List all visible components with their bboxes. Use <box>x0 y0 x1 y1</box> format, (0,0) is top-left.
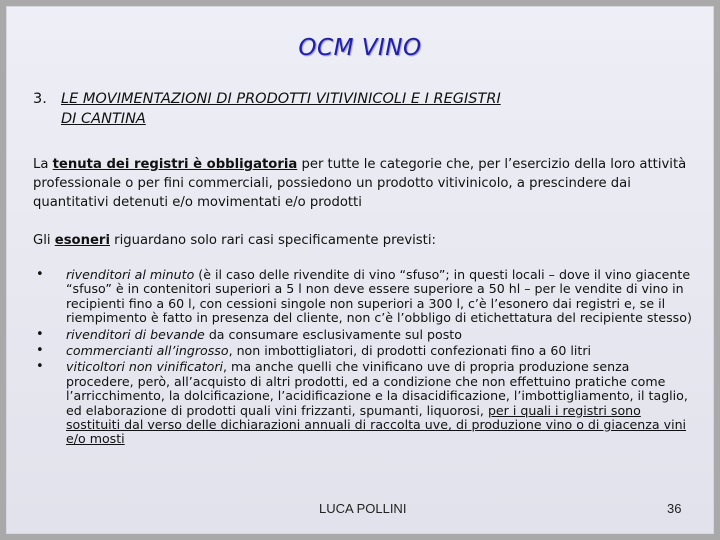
paragraph-registri <box>33 155 697 212</box>
list-item <box>33 344 697 358</box>
paragraph2-before: Gli <box>33 233 55 248</box>
bullet-icon: • <box>36 359 44 375</box>
page-number: 36 <box>667 501 682 516</box>
list-item-text: , non imbottigliatori, di prodotti confezionati fino a 60 litri <box>228 343 592 359</box>
list-item-lead: rivenditori al minuto <box>66 267 195 282</box>
slide <box>6 6 714 534</box>
list-item-text: (è il caso delle rivendite di vino “sfuso”; in questi locali – dove il vino giacente “sfuso” è in contenitori superiori a 5 l non deve essere superiore a 50 hl – per le vendite di vino in recipienti fino a 60 l, con cessioni singole non superiori a 300 l, c’è l’esonero dai registri e, se il riempimento è fatto in presenza del cliente, non c’è l’obbligo di etichettatura del recipiente stesso) <box>66 267 692 326</box>
paragraph2-bold: esoneri <box>54 233 110 248</box>
list-item-lead: commercianti all’ingrosso <box>66 343 229 359</box>
list-item <box>33 360 697 446</box>
footer-author: LUCA POLLINI <box>319 501 407 516</box>
section-title-line2: DI CANTINA <box>61 111 146 127</box>
paragraph2-after: riguardano solo rari casi specificamente previsti: <box>109 233 436 248</box>
list-item <box>33 268 697 326</box>
list-item-lead: rivenditori di bevande <box>66 326 205 342</box>
list-item-text: , ma anche quelli che vinificano uve di propria produzione senza procedere, però, all’acquisto di altri prodotti, ed a condizione che non effettuino pratiche come l’arricchimento, la dolcificazione, l’acidificazione e la disacidificazione, l’imbottigliamento, il taglio, ed elaborazione di prodotti quali vini frizzanti, spumanti, liquorosi, <box>66 359 688 418</box>
section-number: 3. <box>33 91 47 107</box>
section-title-line1: LE MOVIMENTAZIONI DI PRODOTTI VITIVINICOLI E I REGISTRI <box>61 91 501 107</box>
list-item-text: da consumare esclusivamente sul posto <box>204 326 462 342</box>
paragraph-esoneri <box>33 231 697 250</box>
paragraph1-bold: tenuta dei registri è obbligatoria <box>52 157 298 172</box>
paragraph1-after: per tutte le categorie che, per l’esercizio della loro attività professionale o per fini commerciali, possiedono un prodotto vitivinicolo, a prescindere dai quantitativi detenuti e/o movimentati e/o prodotti <box>33 157 687 210</box>
slide-title: OCM VINO <box>298 35 422 61</box>
section-heading <box>33 89 693 129</box>
exemption-list <box>33 268 697 447</box>
list-item-lead: viticoltori non vinificatori <box>66 359 224 375</box>
bullet-icon: • <box>36 267 44 282</box>
list-item-underlined: per i quali i registri sono sostituiti dal verso delle dichiarazioni annuali di raccolta uve, di produzione vino o di giacenza vini e/o mosti <box>66 402 687 447</box>
paragraph1-before: La <box>33 157 53 172</box>
bullet-icon: • <box>36 326 44 342</box>
list-item <box>33 328 697 342</box>
bullet-icon: • <box>36 343 44 359</box>
